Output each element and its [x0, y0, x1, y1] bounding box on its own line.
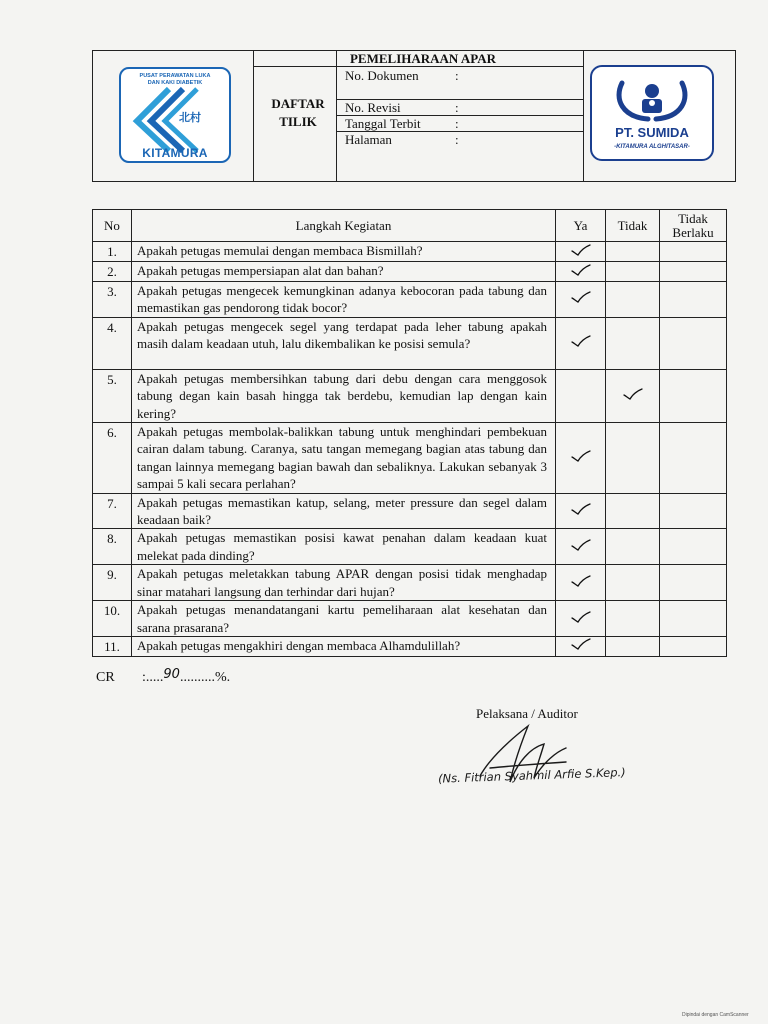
row-number: 10. — [93, 601, 132, 637]
meta-label: No. Revisi — [345, 100, 401, 115]
logo-caption-line: DAN KAKI DIABETIK — [147, 79, 203, 86]
kitamura-kanji: 北村 — [179, 111, 201, 124]
table-header-row — [93, 210, 727, 242]
table-row — [93, 601, 727, 637]
sumida-logo-tagline: -KITAMURA ALGHITASAR- — [614, 144, 690, 150]
row-step-text: Apakah petugas membersihkan tabung dari debu dengan cara menggosok tabung degan kain basah hingga tak berdebu, kemudian lap dengan kain kering? — [132, 369, 556, 422]
row-tidak-cell — [606, 601, 660, 637]
row-tidak-berlaku-cell — [660, 242, 727, 262]
table-row — [93, 242, 727, 262]
row-number: 3. — [93, 282, 132, 318]
row-number: 6. — [93, 423, 132, 494]
row-tidak-berlaku-cell — [660, 636, 727, 656]
kitamura-logo — [119, 67, 231, 163]
row-step-text: Apakah petugas meletakkan tabung APAR dengan posisi tidak menghadap sinar matahari langsung dan terhindar dari hujan? — [132, 565, 556, 601]
meta-label: No. Dokumen — [345, 68, 419, 83]
header-line: Tidak — [678, 210, 708, 226]
meta-label: Halaman — [345, 132, 392, 147]
row-step-text: Apakah petugas membolak-balikkan tabung untuk menghindari pembekuan cairan dalam tabung. Caranya, satu tangan memegang bagian atas tabung dan tangan lainnya memegang bagian bawah dan sebaliknya. Lakukan sebanyak 3 sampai 5 kali secara perlahan? — [132, 423, 556, 494]
row-step-text: Apakah petugas mengakhiri dengan membaca Alhamdulillah? — [132, 636, 556, 656]
daftar-tilik-label — [258, 95, 338, 131]
row-number: 11. — [93, 636, 132, 656]
cr-value: 90 — [163, 667, 180, 682]
header-line: Berlaku — [672, 224, 714, 240]
row-tidak-cell — [606, 423, 660, 494]
meta-no-dokumen — [345, 68, 459, 84]
sumida-logo — [590, 65, 714, 161]
row-number: 2. — [93, 262, 132, 282]
row-tidak-berlaku-cell — [660, 262, 727, 282]
row-ya-cell — [556, 423, 606, 494]
row-ya-cell — [556, 369, 606, 422]
table-row — [93, 636, 727, 656]
row-ya-cell — [556, 317, 606, 369]
row-number: 7. — [93, 493, 132, 529]
table-row — [93, 369, 727, 422]
row-ya-cell — [556, 601, 606, 637]
check-mark-icon — [570, 538, 592, 552]
checklist-table — [92, 209, 727, 657]
check-mark-icon — [570, 610, 592, 624]
document-header — [92, 50, 736, 182]
row-ya-cell — [556, 493, 606, 529]
signer-role: Pelaksana / Auditor — [476, 706, 578, 721]
col-header-no: No — [93, 210, 132, 242]
row-tidak-berlaku-cell — [660, 282, 727, 318]
row-step-text: Apakah petugas memastikan katup, selang, meter pressure dan segel dalam keadaan baik? — [132, 493, 556, 529]
cr-prefix: :..... — [142, 670, 164, 685]
meta-halaman — [345, 132, 459, 148]
cr-value-line — [142, 669, 230, 687]
row-tidak-cell — [606, 317, 660, 369]
table-row — [93, 565, 727, 601]
row-ya-cell — [556, 565, 606, 601]
meta-label: Tanggal Terbit — [345, 116, 421, 131]
daftar-line: DAFTAR — [271, 96, 325, 111]
check-mark-icon — [570, 637, 592, 651]
chevron-mark-icon — [121, 83, 231, 153]
cr-label: CR — [96, 670, 115, 685]
row-step-text: Apakah petugas mengecek kemungkinan adanya kebocoran pada tabung dan memastikan gas pendorong tidak bocor? — [132, 282, 556, 318]
row-ya-cell — [556, 282, 606, 318]
table-row — [93, 493, 727, 529]
row-number: 9. — [93, 565, 132, 601]
row-ya-cell — [556, 529, 606, 565]
kitamura-logo-name: KITAMURA — [142, 146, 208, 160]
meta-colon: : — [455, 116, 459, 131]
check-mark-icon — [570, 334, 592, 348]
meta-tanggal-terbit — [345, 116, 459, 132]
row-step-text: Apakah petugas memulai dengan membaca Bismillah? — [132, 242, 556, 262]
table-row — [93, 282, 727, 318]
table-row — [93, 423, 727, 494]
table-row — [93, 529, 727, 565]
row-tidak-cell — [606, 636, 660, 656]
check-mark-icon — [570, 243, 592, 257]
row-ya-cell — [556, 262, 606, 282]
check-mark-icon — [570, 574, 592, 588]
row-number: 8. — [93, 529, 132, 565]
cr-suffix: ..........%. — [179, 670, 231, 685]
hands-emblem-icon — [592, 69, 712, 127]
row-tidak-berlaku-cell — [660, 317, 727, 369]
col-header-ya: Ya — [556, 210, 606, 242]
row-tidak-berlaku-cell — [660, 601, 727, 637]
meta-colon: : — [455, 68, 459, 83]
signer-name: (Ns. Fitrian Syahmil Arfie S.Kep.) — [437, 765, 626, 786]
col-header-tidak: Tidak — [606, 210, 660, 242]
row-step-text: Apakah petugas mengecek segel yang terdapat pada leher tabung apakah masih dalam keadaan utuh, lalu dikembalikan ke posisi semula? — [132, 317, 556, 369]
logo-caption-line: PUSAT PERAWATAN LUKA — [139, 73, 211, 79]
row-tidak-cell — [606, 282, 660, 318]
row-tidak-cell — [606, 565, 660, 601]
col-header-step: Langkah Kegiatan — [132, 210, 556, 242]
row-tidak-cell — [606, 262, 660, 282]
table-row — [93, 262, 727, 282]
meta-no-revisi — [345, 100, 459, 116]
row-tidak-cell — [606, 529, 660, 565]
document-title: PEMELIHARAAN APAR — [349, 51, 496, 66]
check-mark-icon — [570, 502, 592, 516]
row-number: 4. — [93, 317, 132, 369]
check-mark-icon — [570, 290, 592, 304]
row-tidak-cell — [606, 242, 660, 262]
row-tidak-cell — [606, 369, 660, 422]
row-ya-cell — [556, 242, 606, 262]
row-step-text: Apakah petugas memastikan posisi kawat penahan dalam keadaan kuat melekat pada dinding? — [132, 529, 556, 565]
sumida-logo-name: PT. SUMIDA — [615, 125, 689, 140]
scanner-watermark: Dipindai dengan CamScanner — [682, 1012, 749, 1018]
table-row — [93, 317, 727, 369]
row-tidak-cell — [606, 493, 660, 529]
tilik-line: TILIK — [279, 114, 317, 129]
meta-colon: : — [455, 132, 459, 147]
col-header-tidak-berlaku — [660, 210, 727, 242]
meta-colon: : — [455, 100, 459, 115]
row-tidak-berlaku-cell — [660, 493, 727, 529]
row-tidak-berlaku-cell — [660, 423, 727, 494]
row-step-text: Apakah petugas menandatangani kartu pemeliharaan alat kesehatan dan sarana prasarana? — [132, 601, 556, 637]
row-ya-cell — [556, 636, 606, 656]
check-mark-icon — [570, 449, 592, 463]
check-mark-icon — [570, 263, 592, 277]
row-number: 5. — [93, 369, 132, 422]
row-tidak-berlaku-cell — [660, 529, 727, 565]
row-step-text: Apakah petugas mempersiapan alat dan bahan? — [132, 262, 556, 282]
row-number: 1. — [93, 242, 132, 262]
row-tidak-berlaku-cell — [660, 565, 727, 601]
row-tidak-berlaku-cell — [660, 369, 727, 422]
check-mark-icon — [622, 387, 644, 401]
